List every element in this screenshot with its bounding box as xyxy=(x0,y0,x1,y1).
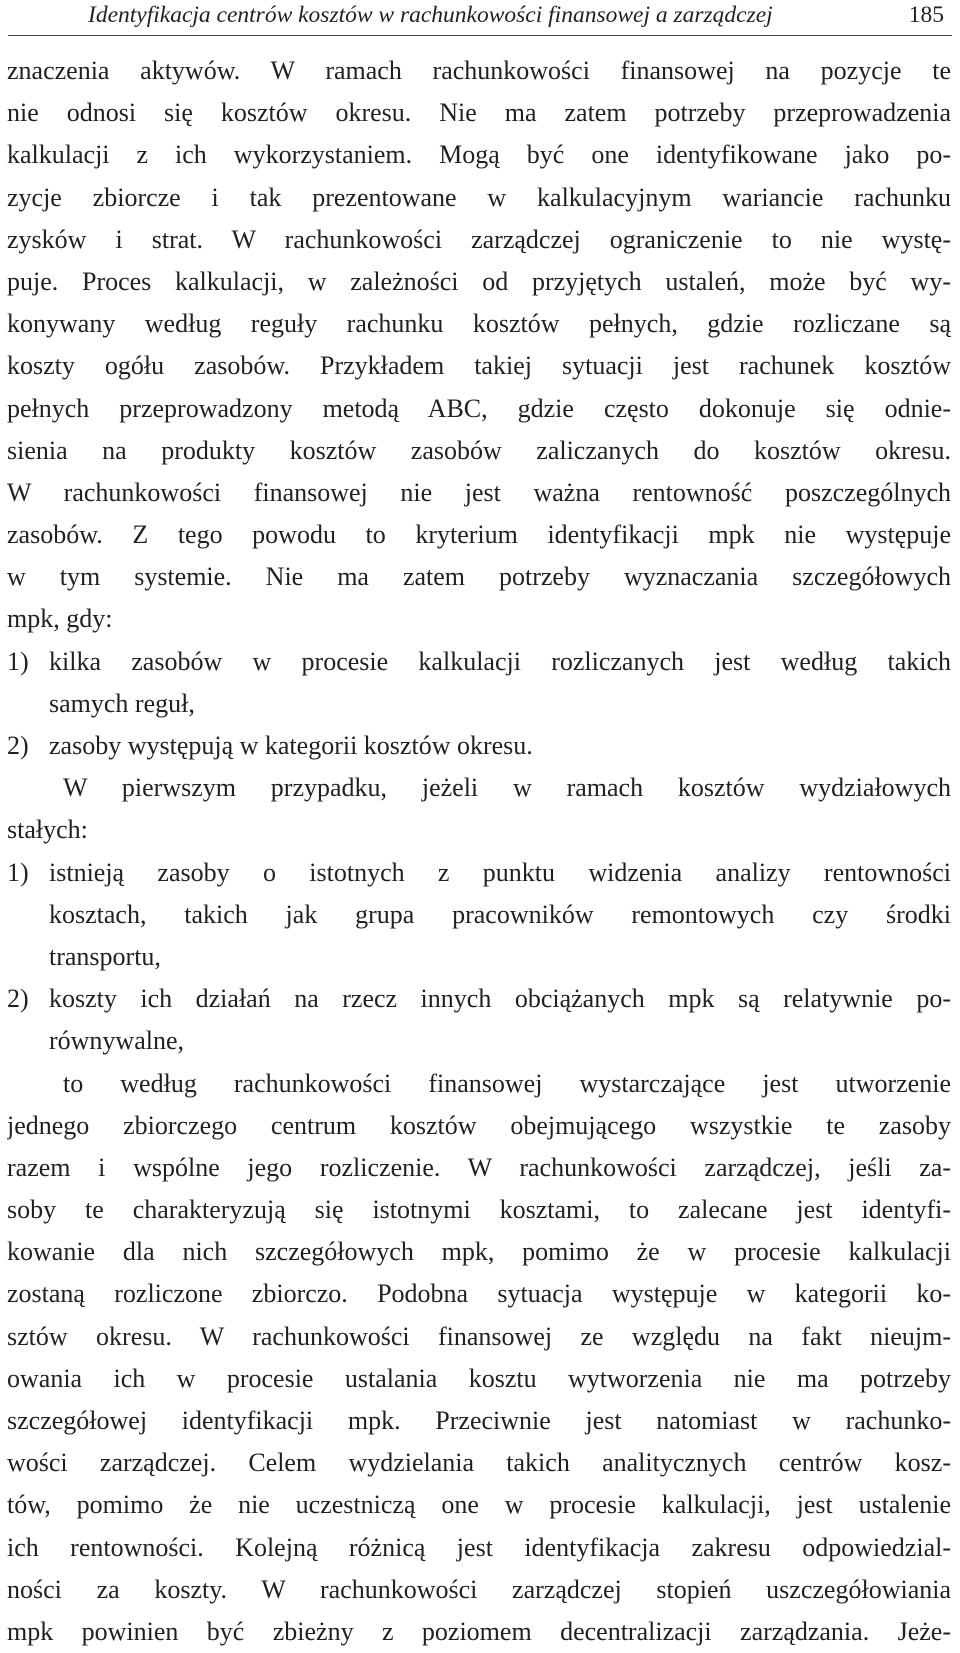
text-line: pełnych przeprowadzony metodą ABC, gdzie często dokonuje się odnie- xyxy=(7,393,951,423)
text-line: kosztach, takich jak grupa pracowników remontowych czy środki xyxy=(49,899,951,929)
running-header-title: Identyfikacja centrów kosztów w rachunkowości finansowej a zarządczej xyxy=(88,2,773,28)
page-number: 185 xyxy=(908,2,944,28)
list-item-text: istnieją zasoby o istotnych z punktu widzenia analizy rentowności xyxy=(49,857,951,887)
text-line: W pierwszym przypadku, jeżeli w ramach kosztów wydziałowych xyxy=(63,773,951,803)
list-item-line xyxy=(7,852,951,894)
list-item-line xyxy=(7,978,951,1020)
text-line: W rachunkowości finansowej nie jest ważna rentowność poszczególnych xyxy=(7,477,951,507)
text-line: zycje zbiorcze i tak prezentowane w kalkulacyjnym wariancie rachunku xyxy=(7,182,951,212)
text-line: zostaną rozliczone zbiorczo. Podobna sytuacja występuje w kategorii ko- xyxy=(7,1279,951,1309)
body-text xyxy=(7,50,951,1653)
text-line: w tym systemie. Nie ma zatem potrzeby wyznaczania szczegółowych xyxy=(7,562,951,592)
text-line: konywany według reguły rachunku kosztów pełnych, gdzie rozliczane są xyxy=(7,309,951,339)
text-line: mpk, gdy: xyxy=(7,604,113,634)
text-line: mpk powinien być zbieżny z poziomem decentralizacji zarządzania. Jeże- xyxy=(7,1616,951,1646)
text-line: transportu, xyxy=(49,941,161,971)
text-line: soby te charakteryzują się istotnymi kosztami, to zalecane jest identyfi- xyxy=(7,1195,951,1225)
text-line: kalkulacji z ich wykorzystaniem. Mogą być one identyfikowane jako po- xyxy=(7,140,951,170)
text-line: ich rentowności. Kolejną różnicą jest identyfikacja zakresu odpowiedzial- xyxy=(7,1532,951,1562)
text-line: zysków i strat. W rachunkowości zarządczej ograniczenie to nie wystę- xyxy=(7,224,951,254)
list-item-number: 1) xyxy=(7,646,29,676)
text-line: znaczenia aktywów. W ramach rachunkowości finansowej na pozycje te xyxy=(7,56,951,85)
text-line: sienia na produkty kosztów zasobów zaliczanych do kosztów okresu. xyxy=(7,435,951,465)
text-line: tów, pomimo że nie uczestniczą one w procesie kalkulacji, jest ustalenie xyxy=(7,1490,951,1520)
text-line: razem i wspólne jego rozliczenie. W rachunkowości zarządczej, jeśli za- xyxy=(7,1152,951,1182)
text-line: zasobów. Z tego powodu to kryterium identyfikacji mpk nie występuje xyxy=(7,520,951,550)
text-line: sztów okresu. W rachunkowości finansowej ze względu na fakt nieujm- xyxy=(7,1321,951,1351)
list-item-line xyxy=(7,641,951,683)
text-line: wości zarządczej. Celem wydzielania takich analitycznych centrów kosz- xyxy=(7,1448,951,1478)
running-header xyxy=(8,0,952,36)
list-item-line xyxy=(7,725,951,767)
text-line: równywalne, xyxy=(49,1026,185,1056)
text-line: samych reguł, xyxy=(49,688,195,718)
list-item-number: 2) xyxy=(7,984,29,1014)
text-line: owania ich w procesie ustalania kosztu wytworzenia nie ma potrzeby xyxy=(7,1363,951,1393)
text-line: stałych: xyxy=(7,815,88,845)
text-line: puje. Proces kalkulacji, w zależności od przyjętych ustaleń, może być wy- xyxy=(7,266,951,296)
text-line: kowanie dla nich szczegółowych mpk, pomimo że w procesie kalkulacji xyxy=(7,1237,951,1267)
list-item-number: 1) xyxy=(7,857,29,887)
text-line: szczegółowej identyfikacji mpk. Przeciwnie jest natomiast w rachunko- xyxy=(7,1406,951,1435)
text-line: koszty ogółu zasobów. Przykładem takiej sytuacji jest rachunek kosztów xyxy=(7,351,951,381)
list-item-number: 2) xyxy=(7,731,29,760)
list-item-text: zasoby występują w kategorii kosztów okresu. xyxy=(49,731,533,760)
text-line: nie odnosi się kosztów okresu. Nie ma zatem potrzeby przeprowadzenia xyxy=(7,98,951,128)
list-item-text: kilka zasobów w procesie kalkulacji rozliczanych jest według takich xyxy=(49,646,951,676)
text-line: to według rachunkowości finansowej wystarczające jest utworzenie xyxy=(63,1068,951,1098)
text-line: jednego zbiorczego centrum kosztów obejmującego wszystkie te zasoby xyxy=(7,1110,951,1140)
text-line: ności za koszty. W rachunkowości zarządczej stopień uszczegółowiania xyxy=(7,1574,951,1604)
list-item-text: koszty ich działań na rzecz innych obciążanych mpk są relatywnie po- xyxy=(49,984,951,1014)
